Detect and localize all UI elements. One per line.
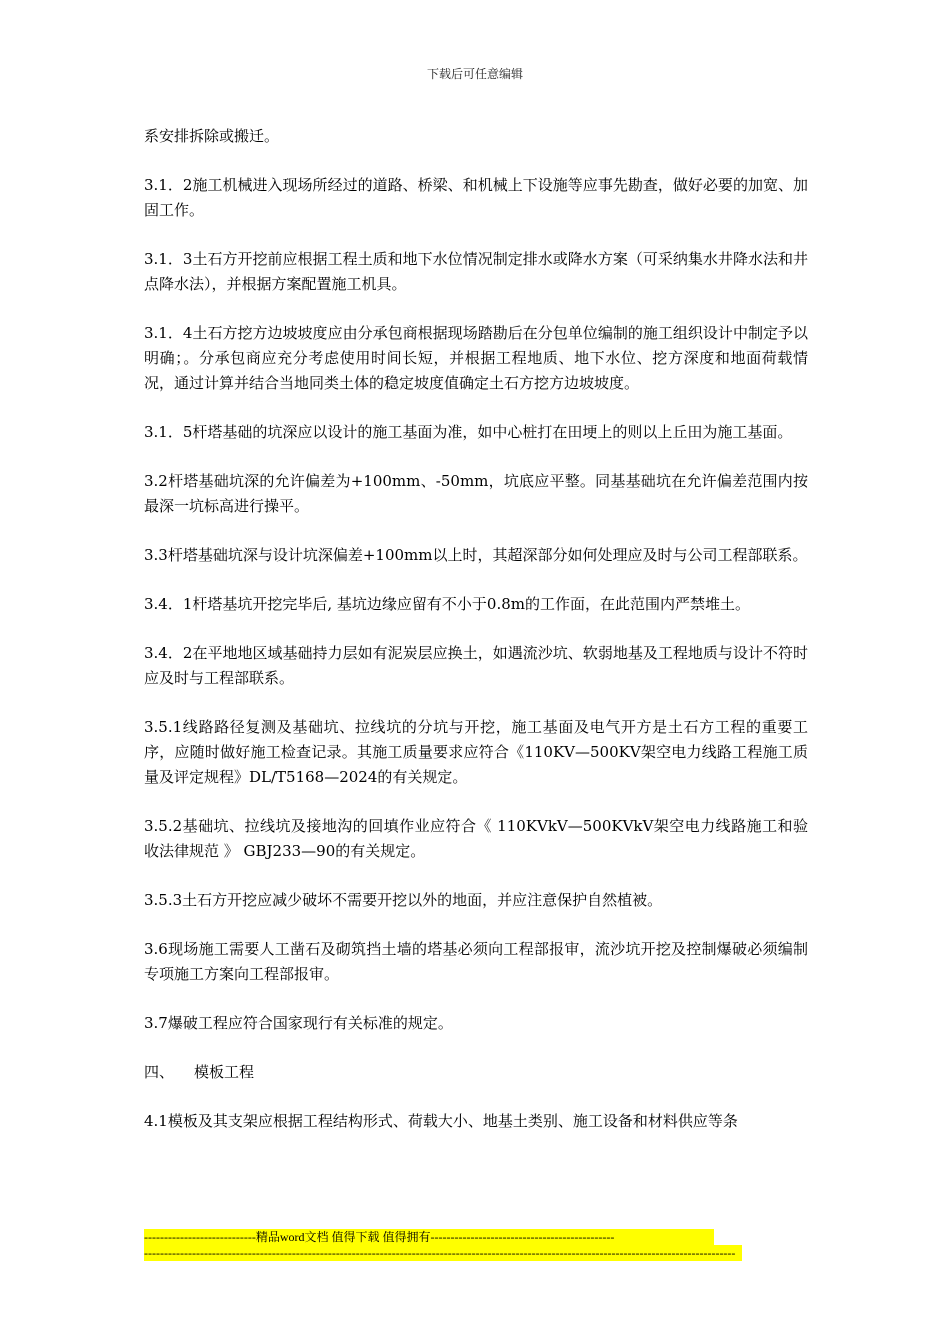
paragraph-3-4-1: 3.4．1杆塔基坑开挖完毕后, 基坑边缘应留有不小于0.8m的工作面，在此范围内严禁堆土。 bbox=[144, 595, 751, 613]
document-body bbox=[144, 124, 808, 1134]
paragraph-3-7: 3.7爆破工程应符合国家现行有关标准的规定。 bbox=[144, 1014, 453, 1032]
paragraph-3-6: 3.6现场施工需要人工凿石及砌筑挡土墙的塔基必须向工程部报审，流沙坑开挖及控制爆破必须编制专项施工方案向工程部报审。 bbox=[144, 940, 808, 983]
paragraph-3-3: 3.3杆塔基础坑深与设计坑深偏差+100mm以上时，其超深部分如何处理应及时与公司工程部联系。 bbox=[144, 546, 808, 564]
paragraph-3-1-2: 3.1．2施工机械进入现场所经过的道路、桥梁、和机械上下设施等应事先勘查，做好必要的加宽、加固工作。 bbox=[144, 176, 808, 219]
page-header: 下载后可任意编辑 bbox=[426, 67, 523, 81]
footer-banner-line: ----------------------------精品word文档 值得下载 值得拥有---------------------------------------------- bbox=[144, 1229, 714, 1245]
paragraph-3-5-3: 3.5.3土石方开挖应减少破坏不需要开挖以外的地面，并应注意保护自然植被。 bbox=[144, 891, 663, 909]
section-heading bbox=[144, 1060, 808, 1085]
paragraph-3-4-2: 3.4．2在平地地区域基础持力层如有泥炭层应换土，如遇流沙坑、软弱地基及工程地质与设计不符时应及时与工程部联系。 bbox=[144, 644, 808, 687]
page-footer bbox=[144, 1229, 742, 1261]
paragraph-3-5-1: 3.5.1线路路径复测及基础坑、拉线坑的分坑与开挖，施工基面及电气开方是土石方工程的重要工序，应随时做好施工检查记录。其施工质量要求应符合《110KV—500KV架空电力线路工程施工质量及评定规程》DL/T5168—2024的有关规定。 bbox=[144, 718, 808, 786]
paragraph-3-5-2: 3.5.2基础坑、拉线坑及接地沟的回填作业应符合《 110KVkV—500KVkV架空电力线路施工和验收法律规范 》 GBJ233—90的有关规定。 bbox=[144, 817, 808, 860]
paragraph-3-1-3: 3.1．3土石方开挖前应根据工程土质和地下水位情况制定排水或降水方案（可采纳集水井降水法和井点降水法），并根据方案配置施工机具。 bbox=[144, 250, 808, 293]
paragraph-3-2: 3.2杆塔基础坑深的允许偏差为+100mm、-50mm，坑底应平整。同基基础坑在允许偏差范围内按最深一坑标高进行操平。 bbox=[144, 472, 808, 515]
paragraph-3-1-5: 3.1．5杆塔基础的坑深应以设计的施工基面为准，如中心桩打在田埂上的则以上丘田为施工基面。 bbox=[144, 423, 793, 441]
footer-dash-line: ---------------------------------------------------------------------------------------------------------------------------------------------------- bbox=[144, 1245, 742, 1261]
section-number: 四、 bbox=[144, 1063, 175, 1081]
paragraph-3-1-4: 3.1．4土石方挖方边坡坡度应由分承包商根据现场踏勘后在分包单位编制的施工组织设计中制定予以明确；。分承包商应充分考虑使用时间长短，并根据工程地质、地下水位、挖方深度和地面荷载情况，通过计算并结合当地同类土体的稳定坡度值确定土石方挖方边坡坡度。 bbox=[144, 324, 808, 392]
paragraph-4-1: 4.1模板及其支架应根据工程结构形式、荷载大小、地基土类别、施工设备和材料供应等条 bbox=[144, 1112, 738, 1130]
section-title: 模板工程 bbox=[194, 1063, 255, 1081]
paragraph-0: 系安排拆除或搬迁。 bbox=[144, 127, 280, 145]
